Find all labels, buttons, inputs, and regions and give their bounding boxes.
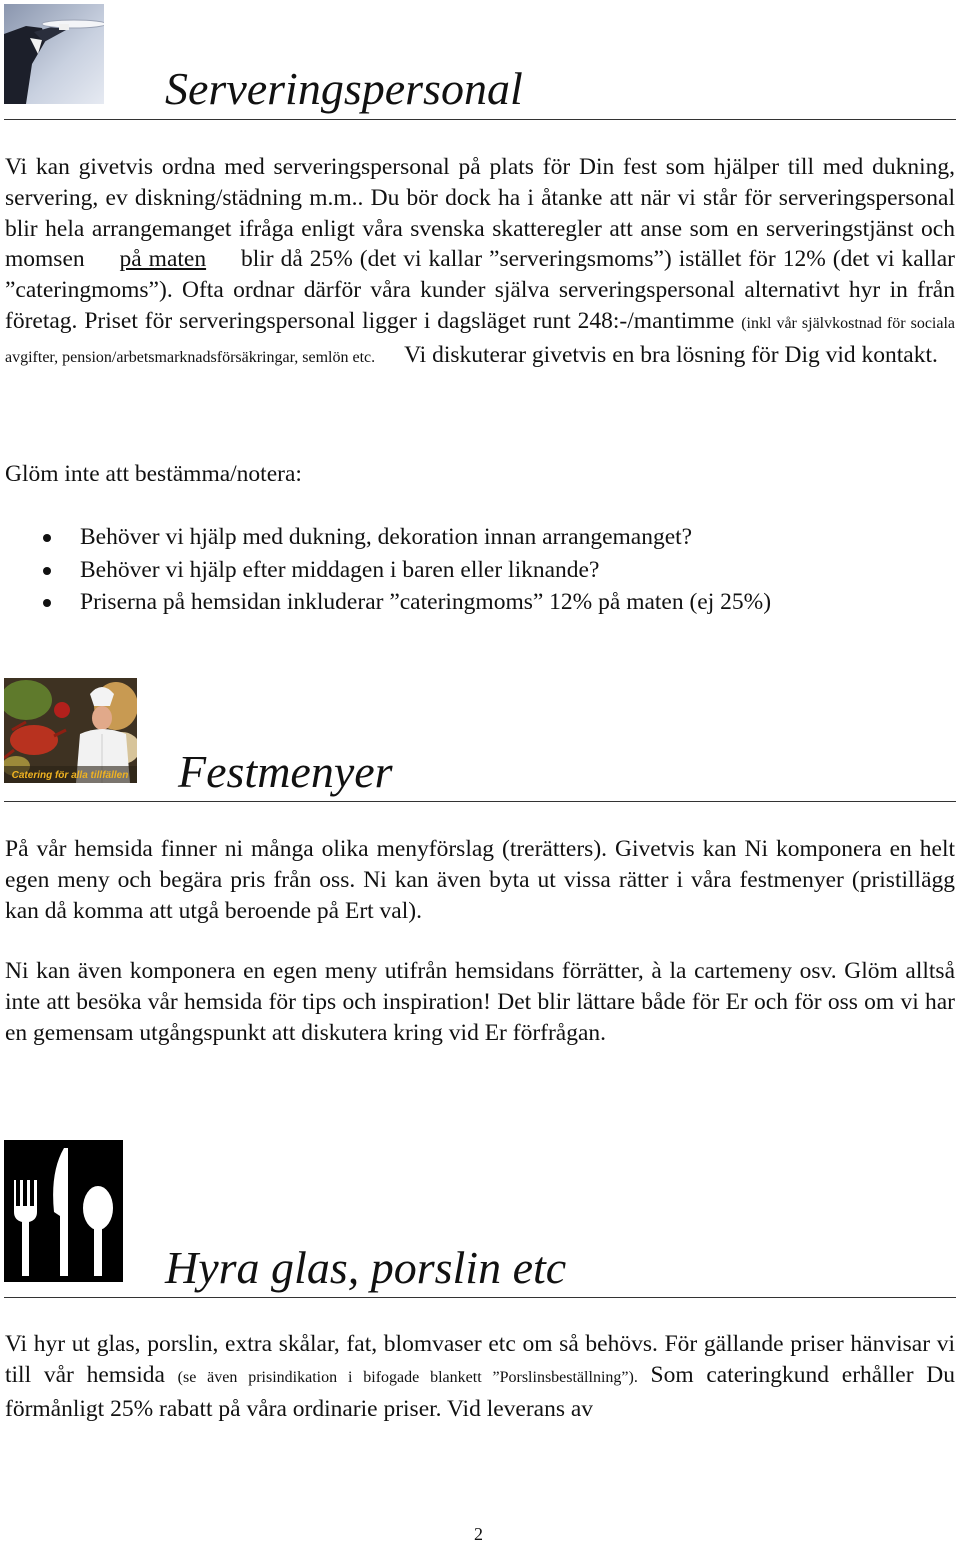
hyra-glas-paragraph: [5, 1329, 955, 1424]
fork-knife-spoon-icon: [4, 1140, 123, 1282]
chef-logo-caption: Catering för alla tillfällen: [11, 770, 129, 781]
paragraph-text: Som cateringkund erhåller Du förmånligt 25% rabatt på våra ordinarie priser. Vid leverans av: [5, 1361, 955, 1422]
chef-with-food-icon: [4, 678, 137, 783]
heading-divider: [4, 801, 956, 802]
festmenyer-paragraph-1: På vår hemsida finner ni många olika menyförslag (trerätters). Givetvis kan Ni komponera en helt egen meny och begära pris från oss. Ni kan även byta ut vissa rätter i våra festmenyer (pristillägg kan då komma att utgå beroende på Ert val).: [5, 836, 955, 924]
page-number: 2: [474, 1524, 483, 1544]
serveringspersonal-paragraph: [5, 152, 955, 374]
section-title-hyra-glas: Hyra glas, porslin etc: [165, 1242, 567, 1293]
heading-divider: [4, 119, 956, 120]
paragraph-fineprint: (se även prisindikation i bifogade blankett ”Porslinsbeställning”).: [177, 1368, 638, 1386]
paragraph-fineprint: (inkl vår självkostnad för sociala avgifter, pension/arbetsmarknadsförsäkringar, semlön etc.: [5, 314, 956, 366]
bullet-icon: [43, 567, 51, 575]
paragraph-text: Vi kan givetvis ordna med serveringspersonal på plats för Din fest som hjälper till med dukning, servering, ev diskning/städning m.m.. Du bör dock ha i åtanke att när vi står för serveringspersonal blir hela arrangemanget ifråga enligt våra svenska skatteregler att anse som en serveringstjänst och momsen: [5, 154, 955, 273]
paragraph-text: blir då 25% (det vi kallar ”serveringsmoms”) istället för 12% (det vi kallar ”cateringmoms”). Ofta ordnar därför våra kunder själva serveringspersonal alternativt hyr in från företag. Priset för serveringspersonal ligger i dagsläget runt 248:-/mantimme: [5, 246, 956, 334]
reminder-list: [5, 521, 955, 619]
heading-divider: [4, 1297, 956, 1298]
underlined-emphasis: på maten: [119, 246, 207, 273]
section-title-serveringspersonal: Serveringspersonal: [165, 63, 523, 114]
list-item: Behöver vi hjälp med dukning, dekoration innan arrangemanget?: [5, 521, 955, 554]
festmenyer-paragraph-2: Ni kan även komponera en egen meny utifrån hemsidans förrätter, à la cartemeny osv. Glöm alltså inte att besöka vår hemsida för tips och inspiration! Det blir lättare både för Er och för oss om vi har en gemensam utgångspunkt att diskutera kring vid Er förfrågan.: [5, 958, 955, 1046]
waiter-serving-tray-icon: [4, 4, 104, 104]
reminder-label: Glöm inte att bestämma/notera:: [5, 461, 302, 487]
paragraph-text: Vi diskuterar givetvis en bra lösning för Dig vid kontakt.: [404, 341, 938, 368]
list-item: Behöver vi hjälp efter middagen i baren eller liknande?: [5, 554, 955, 587]
paragraph-text: Vi hyr ut glas, porslin, extra skålar, fat, blomvaser etc om så behövs. För gällande priser hänvisar vi till vår hemsida: [5, 1331, 955, 1388]
bullet-icon: [43, 534, 51, 542]
list-item: Priserna på hemsidan inkluderar ”cateringmoms” 12% på maten (ej 25%): [5, 586, 955, 619]
section-title-festmenyer: Festmenyer: [178, 746, 393, 797]
bullet-icon: [43, 599, 51, 607]
